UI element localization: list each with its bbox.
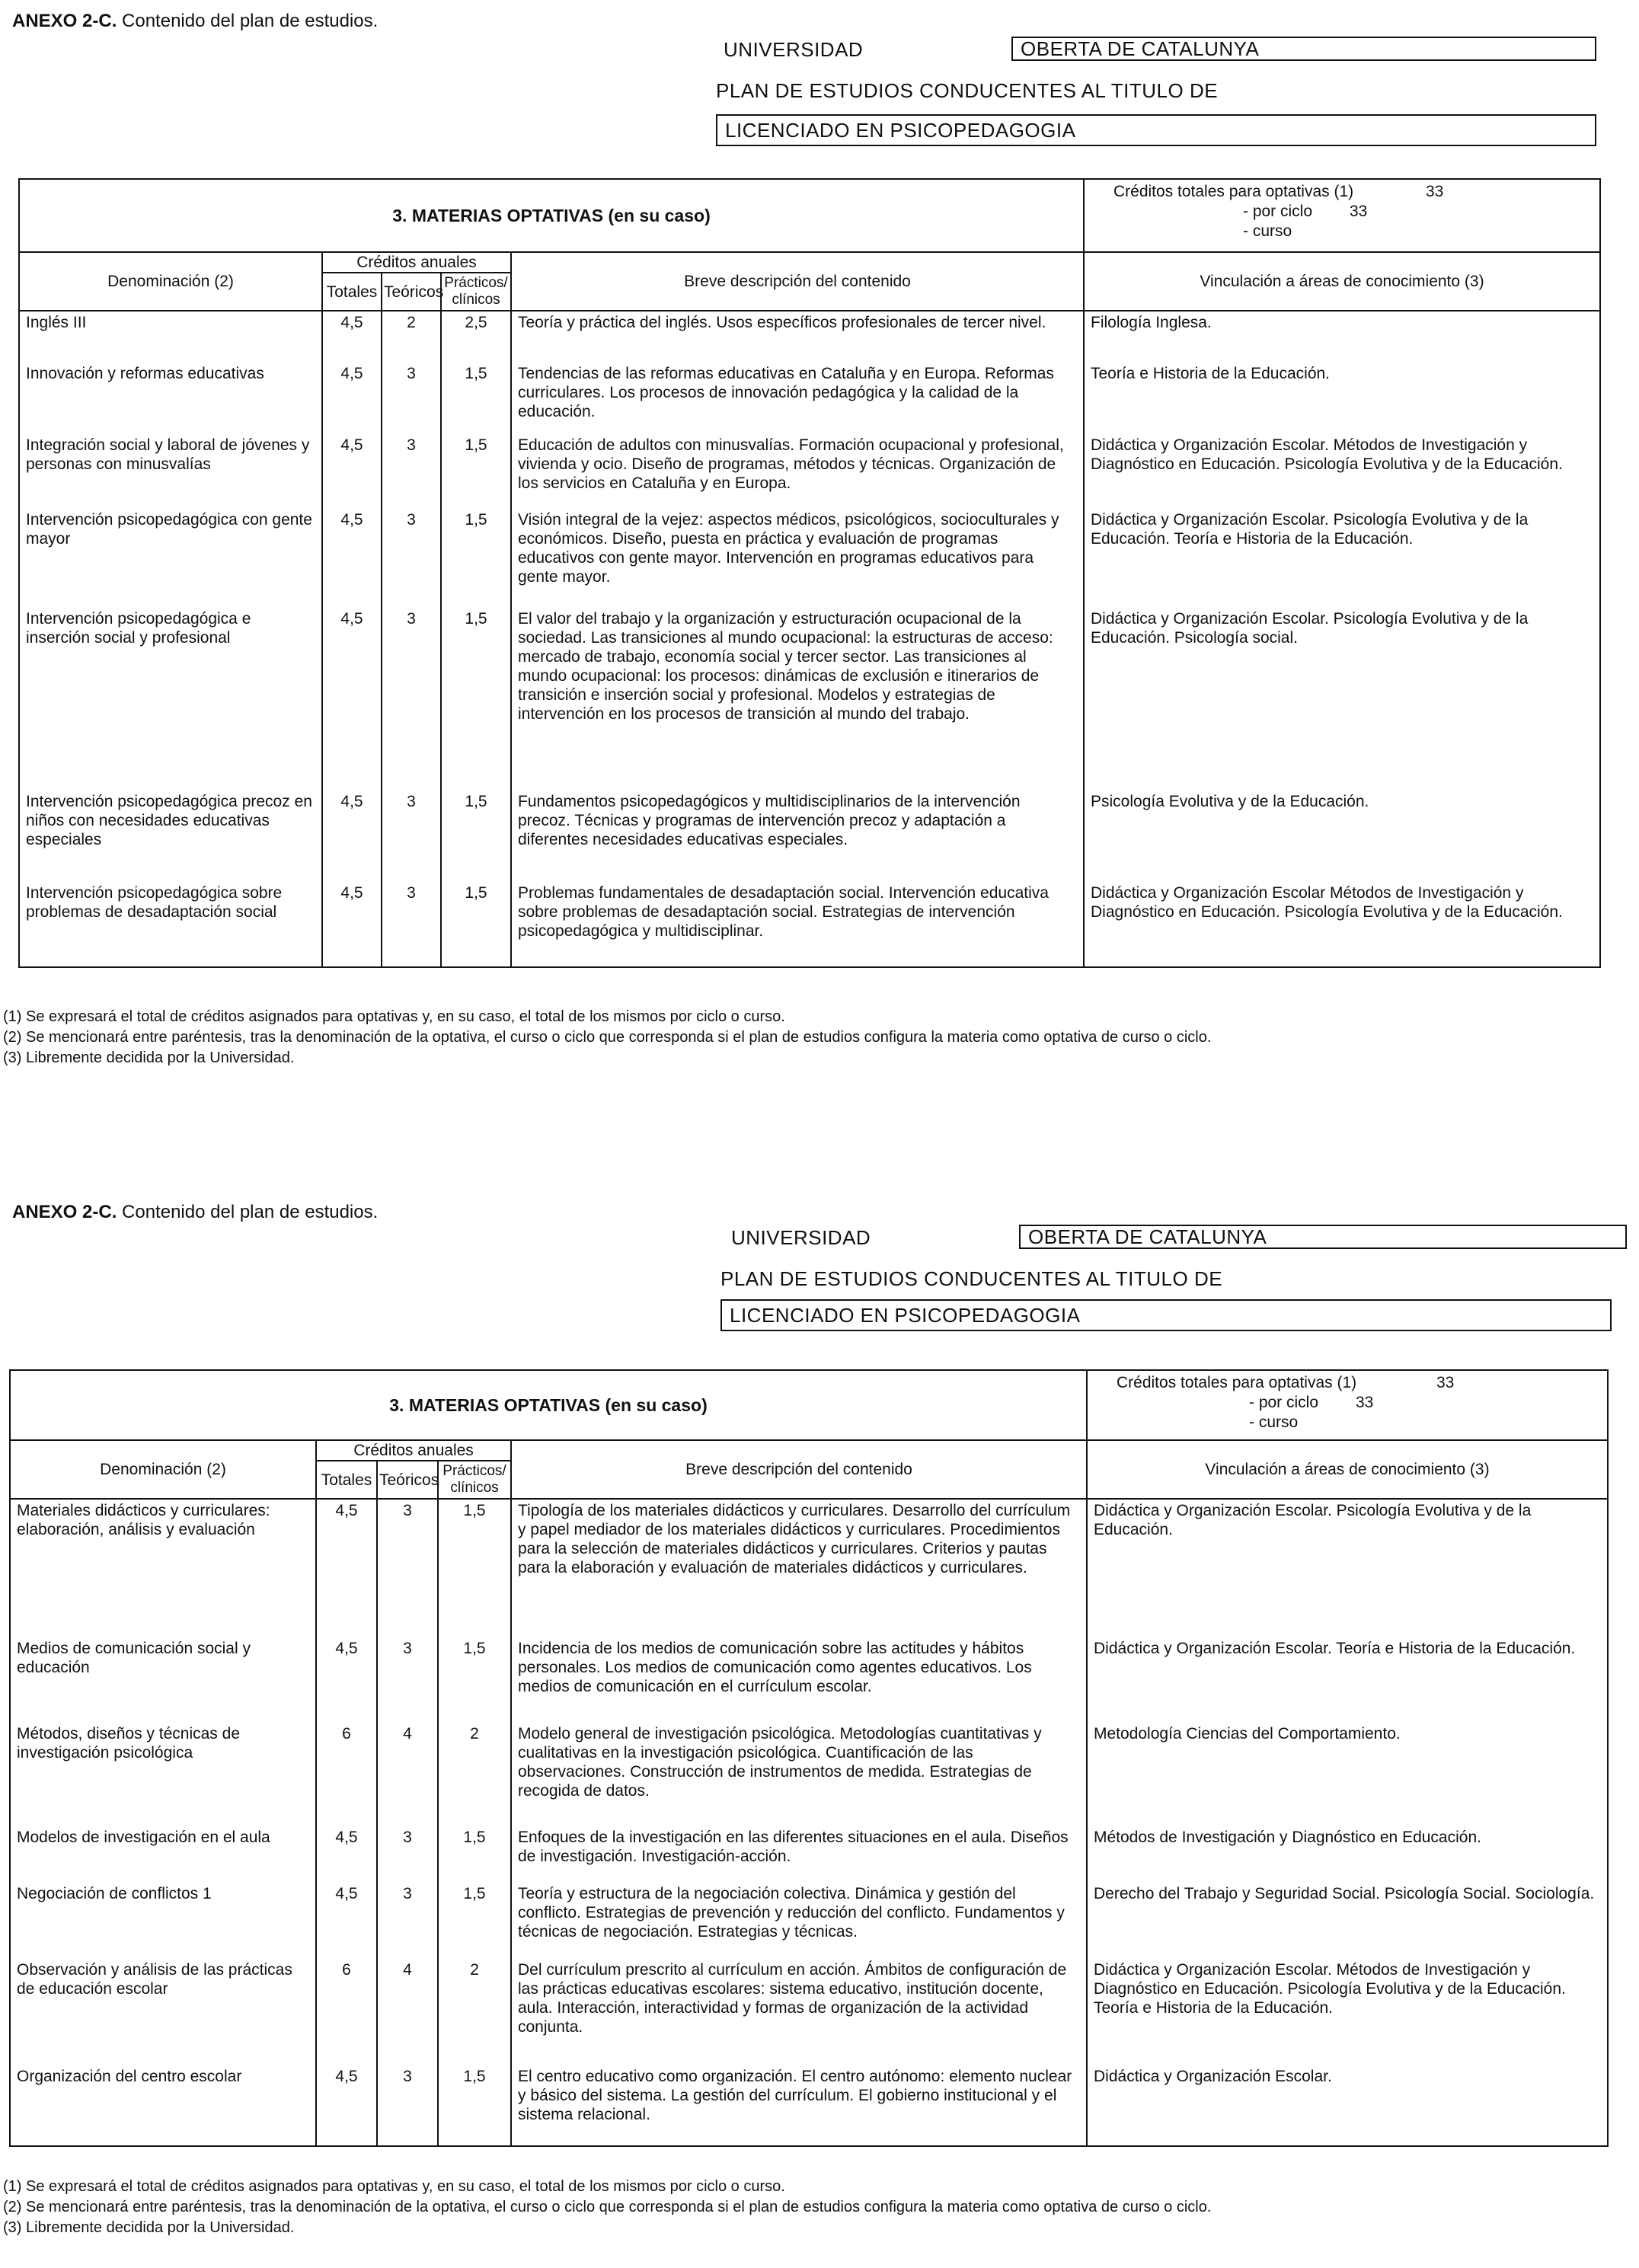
credits-totales: 4,5 (322, 434, 382, 509)
credits-teoricos: 3 (382, 882, 441, 967)
credits-cycle-label: - por ciclo (1249, 1394, 1319, 1411)
section-title: 3. MATERIAS OPTATIVAS (en su caso) (10, 1370, 1087, 1440)
credits-practicos: 1,5 (441, 791, 511, 882)
degree-title: LICENCIADO EN PSICOPEDAGOGIA (730, 1304, 1081, 1327)
footnote: (3) Libremente decidida por la Universidad. (3, 1049, 295, 1066)
table-row (19, 509, 1600, 608)
table-row (19, 363, 1600, 434)
knowledge-area: Didáctica y Organización Escolar. Psicología Evolutiva y de la Educación. Teoría e Historia de la Educación. (1084, 509, 1600, 608)
subject-name: Métodos, diseños y técnicas de investigación psicológica (10, 1723, 316, 1826)
credits-total-value: 33 (1436, 1374, 1455, 1391)
col-descripcion: Breve descripción del contenido (511, 1440, 1087, 1499)
university-name: OBERTA DE CATALUNYA (1021, 37, 1260, 60)
credits-total-label: Créditos totales para optativas (1) (1113, 183, 1354, 200)
credits-practicos: 1,5 (438, 1499, 511, 1637)
col-denominacion: Denominación (2) (19, 252, 322, 311)
annex-prefix: ANEXO 2-C. (12, 1202, 117, 1222)
col-vinculacion: Vinculación a áreas de conocimiento (3) (1087, 1440, 1608, 1499)
table-row (10, 1723, 1608, 1826)
credits-totales: 4,5 (316, 1826, 377, 1883)
credits-practicos: 1,5 (438, 1637, 511, 1723)
subject-description: Teoría y práctica del inglés. Usos específicos profesionales de tercer nivel. (511, 311, 1084, 363)
credits-teoricos: 3 (382, 791, 441, 882)
subject-description: Incidencia de los medios de comunicación sobre las actitudes y hábitos personales. Los medios de comunicación como agentes educativos. Los medios de comunicación en el currículum escolar. (511, 1637, 1087, 1723)
footnote: (3) Libremente decidida por la Universidad. (3, 2219, 295, 2236)
degree-box (716, 114, 1596, 146)
table-row (19, 608, 1600, 791)
credits-practicos: 1,5 (441, 509, 511, 608)
credits-practicos: 1,5 (441, 363, 511, 434)
credits-totales: 4,5 (322, 363, 382, 434)
subject-description: Educación de adultos con minusvalías. Formación ocupacional y profesional, vivienda y ocio. Diseño de programas, métodos y técnicas. Organización de los servicios en Cataluña y en Europa. (511, 434, 1084, 509)
subject-name: Organización del centro escolar (10, 2065, 316, 2146)
table-row (10, 1959, 1608, 2065)
col-practicos: Prácticos/ clínicos (438, 1461, 511, 1499)
col-teoricos: Teóricos (377, 1461, 438, 1499)
university-name-box (1011, 37, 1596, 61)
footnotes (3, 2177, 1211, 2238)
credits-summary (1087, 1370, 1608, 1440)
subject-description: Tipología de los materiales didácticos y curriculares. Desarrollo del currículum y papel mediador de los materiales didácticos y curriculares. Procedimientos para la selección de materiales didácticos y curriculares. Criterios y pautas para la elaboración y evaluación de materiales didácticos y curriculares. (511, 1499, 1087, 1637)
annex-heading (12, 11, 378, 32)
knowledge-area: Didáctica y Organización Escolar. Métodos de Investigación y Diagnóstico en Educación. Psicología Evolutiva y de la Educación. Teoría e Historia de la Educación. (1087, 1959, 1608, 2065)
university-name-box (1019, 1225, 1627, 1249)
subject-name: Negociación de conflictos 1 (10, 1883, 316, 1959)
subject-name: Intervención psicopedagógica sobre problemas de desadaptación social (19, 882, 322, 967)
credits-teoricos: 4 (377, 1723, 438, 1826)
degree-box (720, 1299, 1612, 1331)
knowledge-area: Didáctica y Organización Escolar. Métodos de Investigación y Diagnóstico en Educación. Psicología Evolutiva y de la Educación. (1084, 434, 1600, 509)
subject-description: El centro educativo como organización. El centro autónomo: elemento nuclear y básico del sistema. La gestión del currículum. El gobierno institucional y el sistema relacional. (511, 2065, 1087, 2146)
credits-summary (1084, 179, 1600, 252)
credits-totales: 4,5 (322, 791, 382, 882)
table-row (10, 1499, 1608, 1637)
credits-practicos: 2,5 (441, 311, 511, 363)
subject-name: Intervención psicopedagógica con gente mayor (19, 509, 322, 608)
credits-totales: 6 (316, 1959, 377, 2065)
credits-totales: 4,5 (322, 882, 382, 967)
col-descripcion: Breve descripción del contenido (511, 252, 1084, 311)
subject-description: Problemas fundamentales de desadaptación social. Intervención educativa sobre problemas de desadaptación social. Estrategias de intervención psicopedagógica y multidisciplinar. (511, 882, 1084, 967)
subject-description: Teoría y estructura de la negociación colectiva. Dinámica y gestión del conflicto. Estrategias de prevención y reducción del conflicto. Fundamentos y técnicas de negociación. Estrategias y técnicas. (511, 1883, 1087, 1959)
knowledge-area: Didáctica y Organización Escolar. (1087, 2065, 1608, 2146)
subject-name: Modelos de investigación en el aula (10, 1826, 316, 1883)
knowledge-area: Métodos de Investigación y Diagnóstico en Educación. (1087, 1826, 1608, 1883)
subject-description: Tendencias de las reformas educativas en Cataluña y en Europa. Reformas curriculares. Los procesos de innovación pedagógica y la calidad de la educación. (511, 363, 1084, 434)
credits-practicos: 1,5 (441, 882, 511, 967)
credits-practicos: 1,5 (438, 1826, 511, 1883)
knowledge-area: Derecho del Trabajo y Seguridad Social. Psicología Social. Sociología. (1087, 1883, 1608, 1959)
credits-cycle-value: 33 (1356, 1394, 1374, 1411)
document-page-1 (0, 0, 1639, 1127)
plan-label: PLAN DE ESTUDIOS CONDUCENTES AL TITULO DE (716, 79, 1219, 102)
footnotes (3, 1007, 1211, 1069)
subject-name: Intervención psicopedagógica e inserción social y profesional (19, 608, 322, 791)
knowledge-area: Didáctica y Organización Escolar. Teoría e Historia de la Educación. (1087, 1637, 1608, 1723)
optativas-table (9, 1369, 1609, 2147)
col-creditos-anuales: Créditos anuales (316, 1440, 511, 1461)
column-header-row (10, 1440, 1608, 1461)
credits-cycle-value: 33 (1350, 203, 1368, 220)
col-practicos: Prácticos/ clínicos (441, 273, 511, 311)
credits-teoricos: 3 (377, 1499, 438, 1637)
credits-practicos: 1,5 (441, 608, 511, 791)
degree-title: LICENCIADO EN PSICOPEDAGOGIA (725, 119, 1076, 142)
table-row (19, 791, 1600, 882)
subject-name: Inglés III (19, 311, 322, 363)
credits-totales: 4,5 (316, 1637, 377, 1723)
credits-totales: 4,5 (322, 311, 382, 363)
university-label: UNIVERSIDAD (731, 1226, 871, 1249)
university-name: OBERTA DE CATALUNYA (1028, 1225, 1267, 1248)
section-title: 3. MATERIAS OPTATIVAS (en su caso) (19, 179, 1084, 252)
table-row (10, 1826, 1608, 1883)
column-header-row (19, 252, 1600, 273)
subject-name: Innovación y reformas educativas (19, 363, 322, 434)
subject-description: Fundamentos psicopedagógicos y multidisciplinarios de la intervención precoz. Técnicas y programas de intervención precoz y adaptación a diferentes necesidades educativas especiales. (511, 791, 1084, 882)
credits-teoricos: 3 (382, 363, 441, 434)
annex-heading (12, 1202, 378, 1223)
credits-course-label: - curso (1249, 1414, 1299, 1431)
credits-teoricos: 3 (377, 1883, 438, 1959)
credits-teoricos: 4 (377, 1959, 438, 2065)
col-denominacion: Denominación (2) (10, 1440, 316, 1499)
credits-totales: 4,5 (322, 509, 382, 608)
university-label: UNIVERSIDAD (724, 38, 864, 61)
credits-teoricos: 3 (377, 1826, 438, 1883)
credits-practicos: 1,5 (438, 2065, 511, 2146)
annex-prefix: ANEXO 2-C. (12, 11, 117, 31)
col-totales: Totales (316, 1461, 377, 1499)
credits-practicos: 1,5 (441, 434, 511, 509)
credits-teoricos: 3 (377, 1637, 438, 1723)
knowledge-area: Didáctica y Organización Escolar. Psicología Evolutiva y de la Educación. Psicología social. (1084, 608, 1600, 791)
credits-totales: 4,5 (322, 608, 382, 791)
knowledge-area: Psicología Evolutiva y de la Educación. (1084, 791, 1600, 882)
credits-teoricos: 3 (382, 509, 441, 608)
credits-totales: 4,5 (316, 1499, 377, 1637)
table-row (10, 1883, 1608, 1959)
subject-description: Del currículum prescrito al currículum en acción. Ámbitos de configuración de las prácticas educativas escolares: sistema educativo, institución docente, aula. Interacción, interactividad y formas de organización de la actividad conjunta. (511, 1959, 1087, 2065)
document-page-2 (0, 1173, 1639, 2268)
subject-description: Modelo general de investigación psicológica. Metodologías cuantitativas y cualitativas en la investigación psicológica. Cuantificación de las observaciones. Construcción de instrumentos de medida. Estrategias de recogida de datos. (511, 1723, 1087, 1826)
subject-description: Visión integral de la vejez: aspectos médicos, psicológicos, socioculturales y económicos. Diseño, puesta en práctica y evaluación de programas educativos con gente mayor. Intervención en programas educativos para gente mayor. (511, 509, 1084, 608)
subject-name: Medios de comunicación social y educación (10, 1637, 316, 1723)
annex-text: Contenido del plan de estudios. (122, 11, 379, 31)
optativas-table (18, 178, 1601, 968)
table-row (10, 1637, 1608, 1723)
table-row (19, 311, 1600, 363)
knowledge-area: Metodología Ciencias del Comportamiento. (1087, 1723, 1608, 1826)
credits-total-label: Créditos totales para optativas (1) (1117, 1374, 1357, 1391)
credits-teoricos: 3 (382, 434, 441, 509)
credits-cycle-label: - por ciclo (1243, 203, 1313, 220)
knowledge-area: Teoría e Historia de la Educación. (1084, 363, 1600, 434)
credits-practicos: 2 (438, 1959, 511, 2065)
credits-totales: 4,5 (316, 2065, 377, 2146)
knowledge-area: Filología Inglesa. (1084, 311, 1600, 363)
knowledge-area: Didáctica y Organización Escolar Métodos de Investigación y Diagnóstico en Educación. Psicología Evolutiva y de la Educación. (1084, 882, 1600, 967)
subject-name: Observación y análisis de las prácticas de educación escolar (10, 1959, 316, 2065)
subject-name: Intervención psicopedagógica precoz en niños con necesidades educativas especiales (19, 791, 322, 882)
table-title-row (10, 1370, 1608, 1440)
credits-practicos: 1,5 (438, 1883, 511, 1959)
col-teoricos: Teóricos (382, 273, 441, 311)
subject-name: Integración social y laboral de jóvenes y personas con minusvalías (19, 434, 322, 509)
col-creditos-anuales: Créditos anuales (322, 252, 511, 273)
footnote: (1) Se expresará el total de créditos asignados para optativas y, en su caso, el total de los mismos por ciclo o curso. (3, 2178, 785, 2195)
credits-totales: 6 (316, 1723, 377, 1826)
table-row (19, 882, 1600, 967)
table-title-row (19, 179, 1600, 252)
credits-course-label: - curso (1243, 222, 1292, 240)
credits-teoricos: 2 (382, 311, 441, 363)
plan-label: PLAN DE ESTUDIOS CONDUCENTES AL TITULO DE (720, 1267, 1223, 1290)
credits-totales: 4,5 (316, 1883, 377, 1959)
footnote: (2) Se mencionará entre paréntesis, tras la denominación de la optativa, el curso o ciclo que corresponda si el plan de estudios configura la materia como optativa de curso o ciclo. (3, 1029, 1212, 1046)
table-row (10, 2065, 1608, 2146)
col-vinculacion: Vinculación a áreas de conocimiento (3) (1084, 252, 1600, 311)
credits-practicos: 2 (438, 1723, 511, 1826)
col-totales: Totales (322, 273, 382, 311)
credits-teoricos: 3 (377, 2065, 438, 2146)
annex-text: Contenido del plan de estudios. (122, 1202, 379, 1222)
table-row (19, 434, 1600, 509)
credits-total-value: 33 (1426, 183, 1444, 200)
knowledge-area: Didáctica y Organización Escolar. Psicología Evolutiva y de la Educación. (1087, 1499, 1608, 1637)
subject-description: El valor del trabajo y la organización y estructuración ocupacional de la sociedad. Las transiciones al mundo ocupacional: la estructuras de acceso: mercado de trabajo, economía social y tercer sector. Las transiciones al mundo ocupacional: los procesos: dinámicas de exclusión e itinerarios de transición e inserción social y profesional. Modelos y estrategias de intervención en los procesos de transición al mundo del trabajo. (511, 608, 1084, 791)
footnote: (1) Se expresará el total de créditos asignados para optativas y, en su caso, el total de los mismos por ciclo o curso. (3, 1008, 785, 1025)
subject-name: Materiales didácticos y curriculares: elaboración, análisis y evaluación (10, 1499, 316, 1637)
subject-description: Enfoques de la investigación en las diferentes situaciones en el aula. Diseños de investigación. Investigación-acción. (511, 1826, 1087, 1883)
footnote: (2) Se mencionará entre paréntesis, tras la denominación de la optativa, el curso o ciclo que corresponda si el plan de estudios configura la materia como optativa de curso o ciclo. (3, 2199, 1212, 2215)
credits-teoricos: 3 (382, 608, 441, 791)
